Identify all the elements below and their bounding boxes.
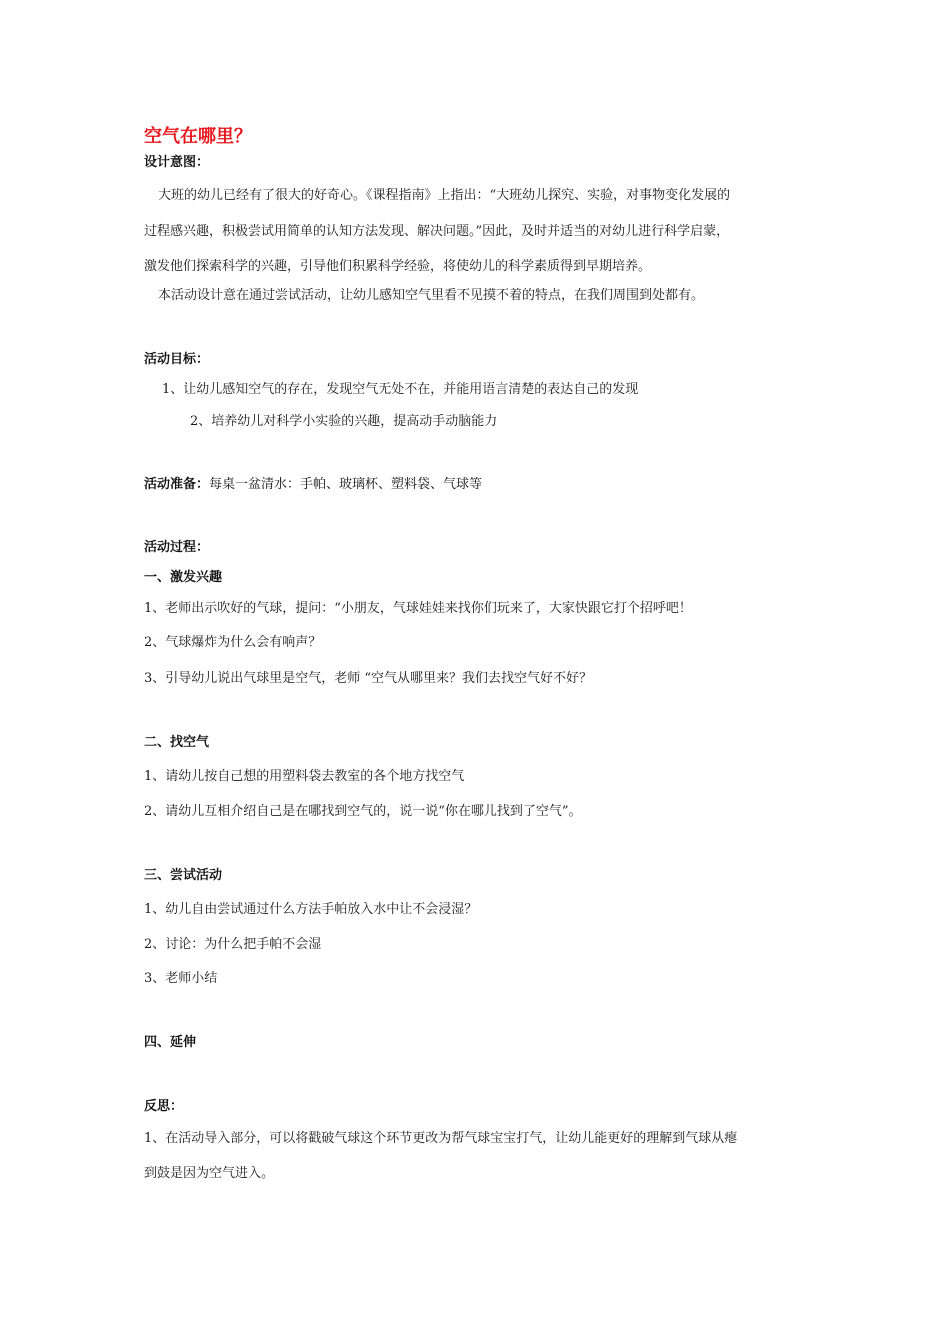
design-intent-line: 大班的幼儿已经有了很大的好奇心。《课程指南》上指出：“大班幼儿探究、实验，对事物变化发展的 — [158, 188, 731, 203]
section-title: 一、激发兴趣 — [144, 570, 223, 585]
design-intent-line: 过程感兴趣，积极尝试用简单的认知方法发现、解决问题。”因此，及时并适当的对幼儿进行科学启蒙， — [144, 224, 730, 239]
section-item: 3、引导幼儿说出气球里是空气，老师 “空气从哪里来？我们去找空气好不好？ — [144, 671, 593, 686]
preparation-row — [144, 476, 482, 494]
process-heading: 活动过程： — [144, 540, 210, 555]
document-title: 空气在哪里？ — [144, 126, 252, 147]
section-item: 2、讨论：为什么把手帕不会湿 — [144, 937, 322, 952]
section-item: 1、老师出示吹好的气球，提问：“小朋友，气球娃娃来找你们玩来了，大家快跟它打个招呼吧！ — [144, 601, 692, 616]
section-title: 二、找空气 — [144, 735, 210, 750]
section-item: 2、气球爆炸为什么会有响声？ — [144, 635, 322, 650]
preparation-heading: 活动准备： — [144, 477, 210, 492]
goal-item: 2、培养幼儿对科学小实验的兴趣，提高动手动脑能力 — [190, 414, 498, 429]
preparation-value: 每桌一盆清水：手帕、玻璃杯、塑料袋、气球等 — [209, 477, 483, 492]
design-intent-line: 本活动设计意在通过尝试活动，让幼儿感知空气里看不见摸不着的特点，在我们周围到处都有。 — [158, 288, 705, 303]
section-item: 1、幼儿自由尝试通过什么方法手帕放入水中让不会浸湿？ — [144, 902, 478, 917]
section-item: 3、老师小结 — [144, 971, 218, 986]
reflection-line: 1、在活动导入部分，可以将戳破气球这个环节更改为帮气球宝宝打气，让幼儿能更好的理解到气球从瘪 — [144, 1131, 738, 1146]
goal-item: 1、让幼儿感知空气的存在，发现空气无处不在，并能用语言清楚的表达自己的发现 — [162, 382, 639, 397]
section-title: 四、延伸 — [144, 1035, 197, 1050]
design-intent-heading: 设计意图： — [144, 155, 210, 170]
goals-heading: 活动目标： — [144, 352, 210, 367]
section-item: 2、请幼儿互相介绍自己是在哪找到空气的，说一说“你在哪儿找到了空气”。 — [144, 804, 582, 819]
reflection-line: 到鼓是因为空气进入。 — [144, 1166, 275, 1181]
section-item: 1、请幼儿按自己想的用塑料袋去教室的各个地方找空气 — [144, 769, 465, 784]
section-title: 三、尝试活动 — [144, 868, 223, 883]
reflection-heading: 反思： — [144, 1099, 184, 1114]
design-intent-line: 激发他们探索科学的兴趣，引导他们积累科学经验，将使幼儿的科学素质得到早期培养。 — [144, 259, 652, 274]
